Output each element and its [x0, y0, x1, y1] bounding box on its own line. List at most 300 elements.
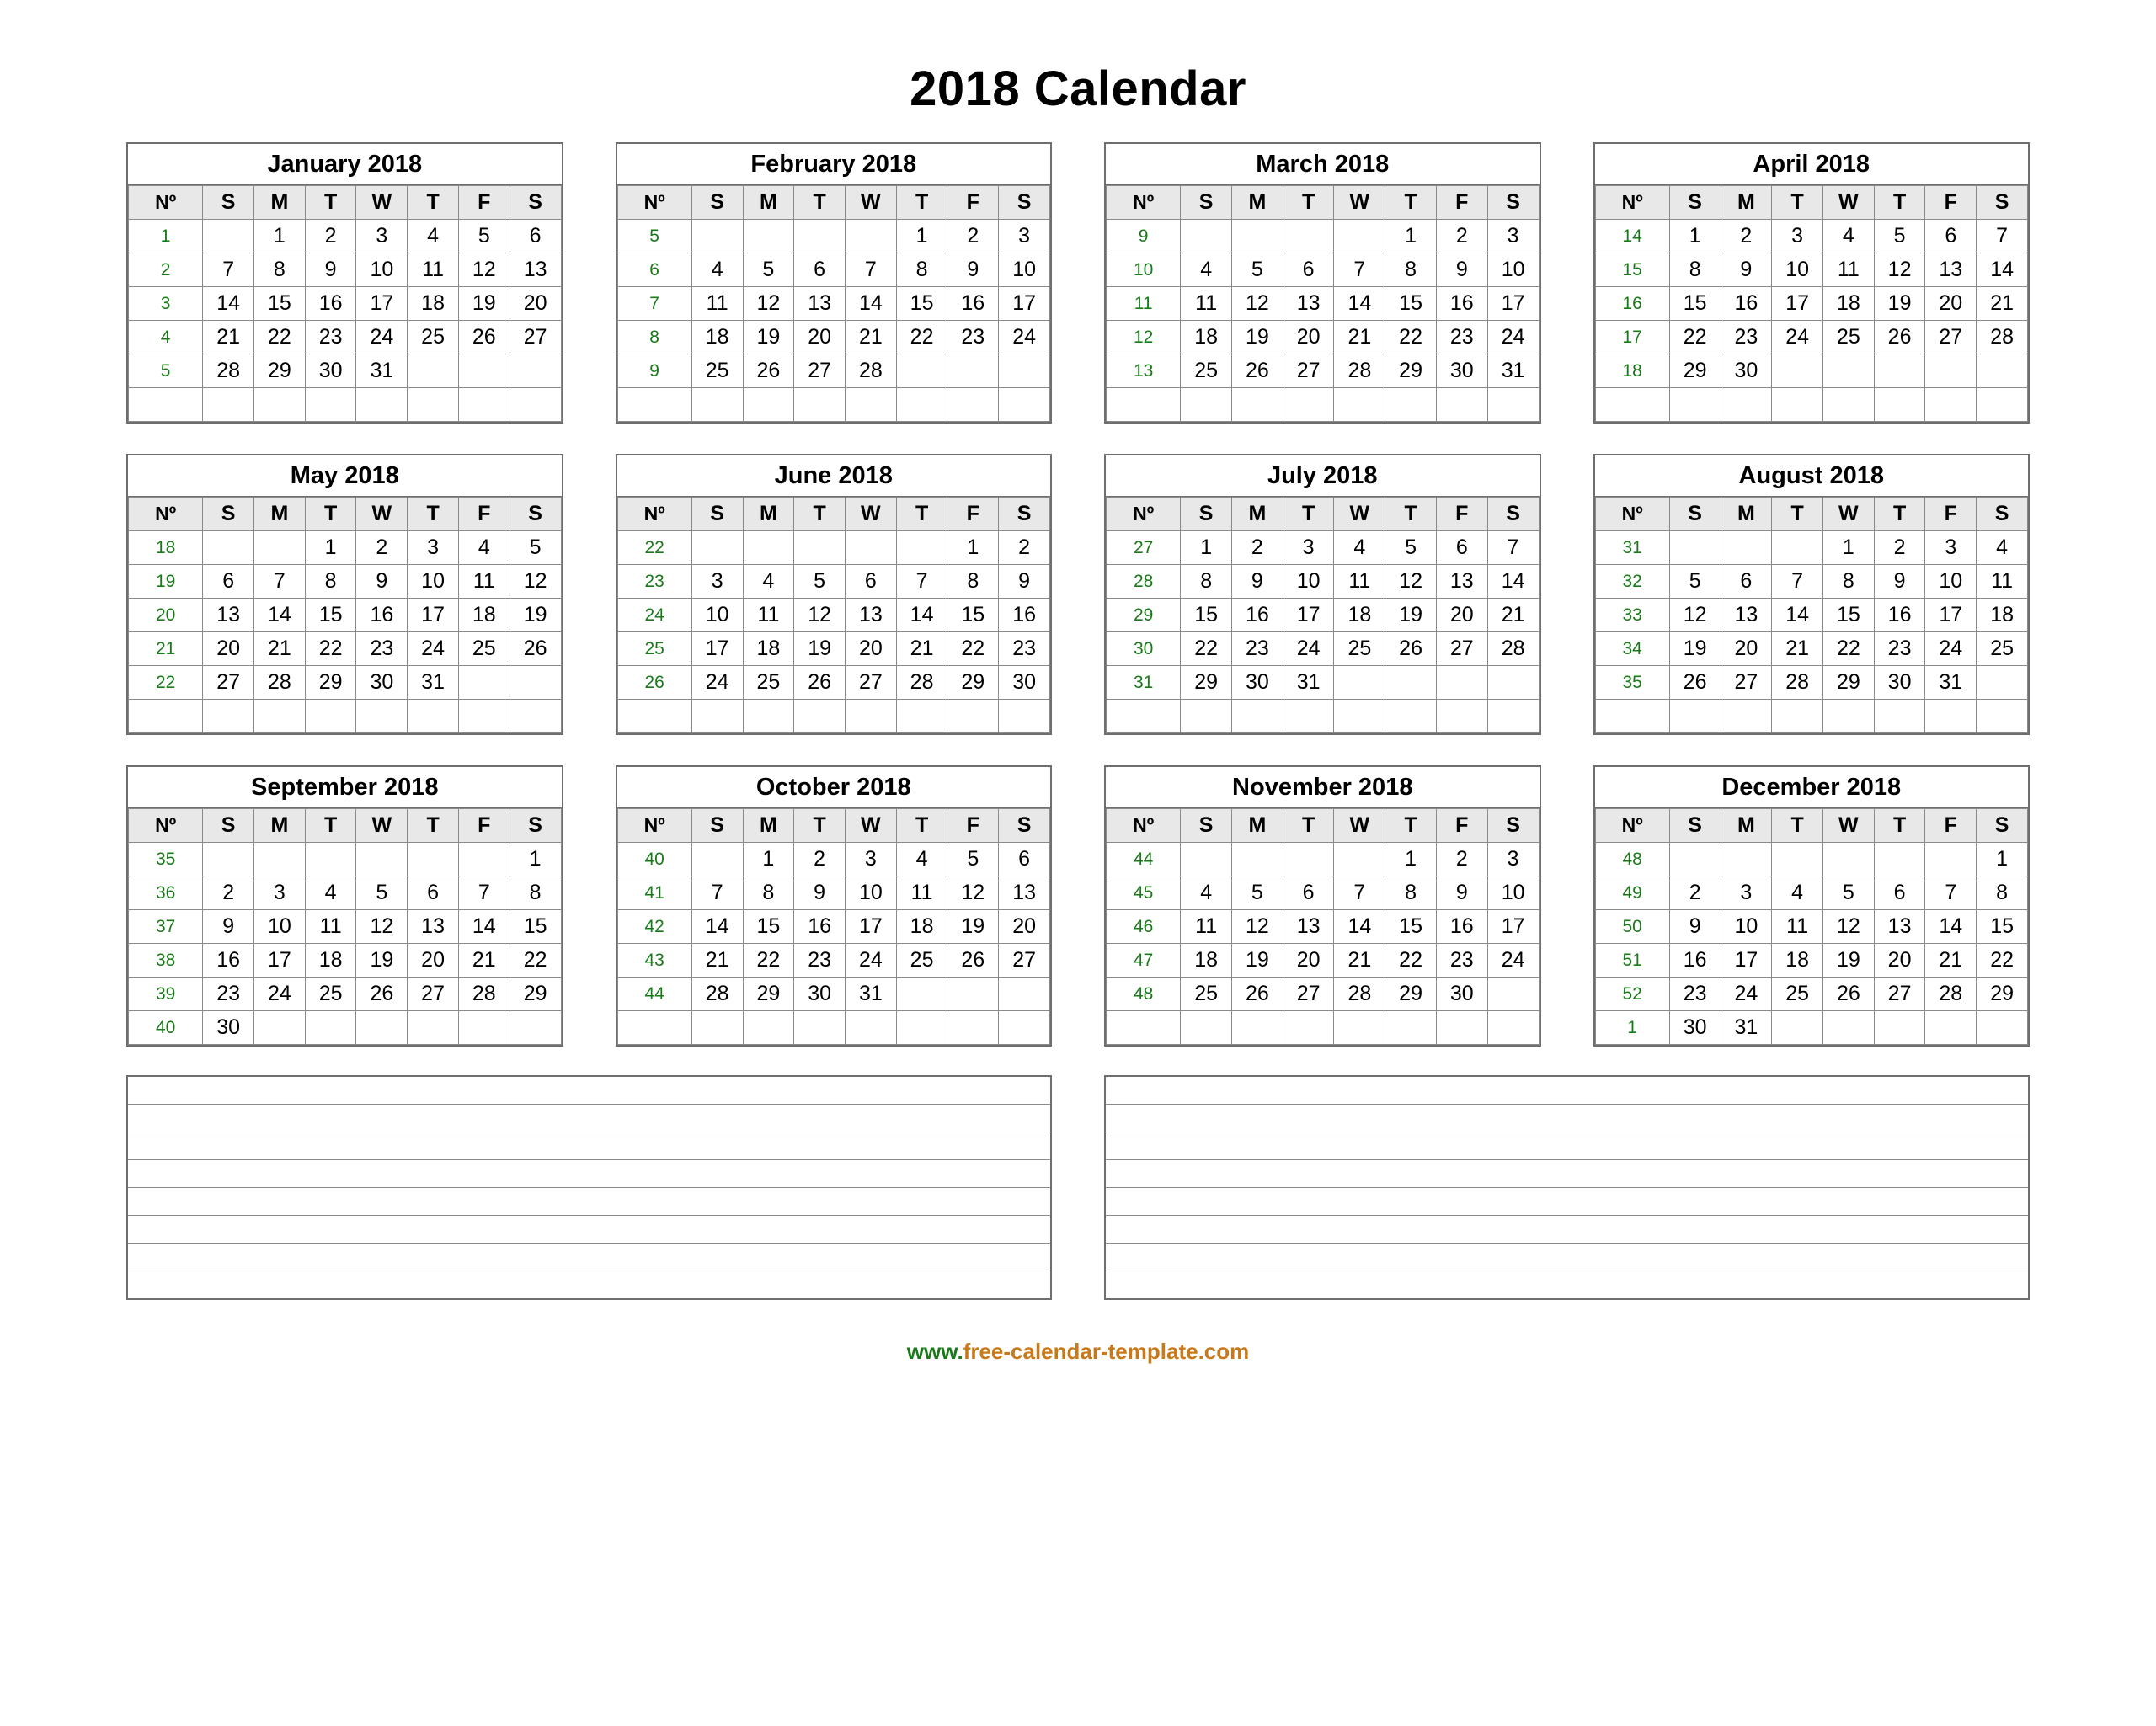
day-cell[interactable]: 12 — [356, 910, 408, 944]
day-cell[interactable]: 19 — [510, 599, 561, 632]
day-cell[interactable]: 22 — [947, 632, 999, 666]
day-cell[interactable]: 25 — [1181, 978, 1232, 1011]
day-cell[interactable]: 24 — [408, 632, 459, 666]
day-cell[interactable]: 2 — [356, 531, 408, 565]
day-cell[interactable]: 28 — [458, 978, 510, 1011]
day-cell[interactable] — [1977, 700, 2028, 733]
day-cell[interactable]: 20 — [1283, 944, 1334, 978]
day-cell[interactable] — [896, 531, 947, 565]
day-cell[interactable]: 16 — [947, 287, 999, 321]
day-cell[interactable] — [999, 354, 1050, 388]
day-cell[interactable]: 12 — [794, 599, 846, 632]
day-cell[interactable] — [794, 700, 846, 733]
day-cell[interactable]: 9 — [1669, 910, 1721, 944]
day-cell[interactable]: 1 — [510, 843, 561, 876]
day-cell[interactable]: 28 — [1772, 666, 1823, 700]
day-cell[interactable] — [356, 700, 408, 733]
day-cell[interactable]: 5 — [794, 565, 846, 599]
footer-credit[interactable] — [126, 1339, 2030, 1365]
day-cell[interactable]: 1 — [1181, 531, 1232, 565]
day-cell[interactable]: 20 — [1874, 944, 1925, 978]
day-cell[interactable] — [408, 843, 459, 876]
day-cell[interactable]: 26 — [947, 944, 999, 978]
day-cell[interactable] — [1181, 700, 1232, 733]
day-cell[interactable]: 12 — [1232, 910, 1283, 944]
day-cell[interactable]: 6 — [794, 253, 846, 287]
day-cell[interactable] — [1669, 388, 1721, 422]
day-cell[interactable] — [1283, 220, 1334, 253]
day-cell[interactable] — [254, 843, 306, 876]
day-cell[interactable]: 6 — [1925, 220, 1977, 253]
day-cell[interactable]: 28 — [896, 666, 947, 700]
day-cell[interactable] — [1925, 388, 1977, 422]
day-cell[interactable]: 26 — [356, 978, 408, 1011]
notes-line[interactable] — [128, 1132, 1050, 1160]
day-cell[interactable] — [203, 388, 254, 422]
day-cell[interactable] — [1772, 1011, 1823, 1045]
day-cell[interactable] — [458, 1011, 510, 1045]
day-cell[interactable]: 13 — [794, 287, 846, 321]
day-cell[interactable]: 31 — [1721, 1011, 1772, 1045]
day-cell[interactable]: 5 — [1669, 565, 1721, 599]
day-cell[interactable]: 21 — [1772, 632, 1823, 666]
day-cell[interactable]: 28 — [1334, 354, 1385, 388]
day-cell[interactable] — [1721, 531, 1772, 565]
day-cell[interactable] — [1721, 700, 1772, 733]
day-cell[interactable]: 23 — [947, 321, 999, 354]
day-cell[interactable] — [1181, 843, 1232, 876]
day-cell[interactable]: 27 — [1721, 666, 1772, 700]
day-cell[interactable]: 3 — [845, 843, 896, 876]
day-cell[interactable]: 1 — [1977, 843, 2028, 876]
day-cell[interactable]: 9 — [356, 565, 408, 599]
day-cell[interactable]: 26 — [1385, 632, 1437, 666]
day-cell[interactable]: 10 — [408, 565, 459, 599]
notes-line[interactable] — [1106, 1132, 2028, 1160]
day-cell[interactable] — [1822, 700, 1874, 733]
day-cell[interactable]: 30 — [999, 666, 1050, 700]
day-cell[interactable] — [254, 700, 306, 733]
day-cell[interactable] — [794, 388, 846, 422]
day-cell[interactable]: 22 — [1385, 321, 1437, 354]
day-cell[interactable]: 2 — [999, 531, 1050, 565]
day-cell[interactable]: 13 — [408, 910, 459, 944]
day-cell[interactable]: 5 — [1232, 876, 1283, 910]
day-cell[interactable]: 11 — [458, 565, 510, 599]
day-cell[interactable]: 6 — [408, 876, 459, 910]
day-cell[interactable]: 21 — [896, 632, 947, 666]
notes-line[interactable] — [128, 1105, 1050, 1132]
day-cell[interactable]: 30 — [1874, 666, 1925, 700]
day-cell[interactable]: 15 — [305, 599, 356, 632]
day-cell[interactable] — [254, 1011, 306, 1045]
day-cell[interactable]: 2 — [1436, 220, 1487, 253]
day-cell[interactable] — [1925, 700, 1977, 733]
day-cell[interactable] — [1874, 1011, 1925, 1045]
day-cell[interactable]: 13 — [510, 253, 561, 287]
day-cell[interactable]: 14 — [1334, 910, 1385, 944]
day-cell[interactable] — [1181, 220, 1232, 253]
day-cell[interactable]: 7 — [458, 876, 510, 910]
day-cell[interactable]: 26 — [510, 632, 561, 666]
day-cell[interactable]: 18 — [1977, 599, 2028, 632]
day-cell[interactable] — [1977, 354, 2028, 388]
day-cell[interactable]: 16 — [1436, 287, 1487, 321]
day-cell[interactable]: 5 — [1385, 531, 1437, 565]
day-cell[interactable]: 26 — [794, 666, 846, 700]
day-cell[interactable] — [1436, 700, 1487, 733]
day-cell[interactable]: 12 — [947, 876, 999, 910]
day-cell[interactable]: 4 — [1181, 876, 1232, 910]
day-cell[interactable]: 25 — [1334, 632, 1385, 666]
day-cell[interactable]: 18 — [1822, 287, 1874, 321]
day-cell[interactable] — [1721, 843, 1772, 876]
day-cell[interactable] — [1925, 1011, 1977, 1045]
day-cell[interactable]: 24 — [691, 666, 743, 700]
day-cell[interactable]: 4 — [408, 220, 459, 253]
day-cell[interactable] — [1669, 531, 1721, 565]
day-cell[interactable] — [1822, 1011, 1874, 1045]
day-cell[interactable] — [691, 843, 743, 876]
day-cell[interactable]: 20 — [1283, 321, 1334, 354]
day-cell[interactable]: 25 — [458, 632, 510, 666]
day-cell[interactable] — [845, 220, 896, 253]
day-cell[interactable] — [305, 388, 356, 422]
day-cell[interactable]: 21 — [1334, 321, 1385, 354]
day-cell[interactable]: 11 — [408, 253, 459, 287]
day-cell[interactable] — [691, 700, 743, 733]
notes-line[interactable] — [1106, 1188, 2028, 1216]
day-cell[interactable]: 11 — [1822, 253, 1874, 287]
day-cell[interactable] — [999, 700, 1050, 733]
day-cell[interactable]: 14 — [203, 287, 254, 321]
day-cell[interactable]: 24 — [1925, 632, 1977, 666]
day-cell[interactable]: 25 — [408, 321, 459, 354]
day-cell[interactable]: 11 — [691, 287, 743, 321]
day-cell[interactable]: 25 — [1181, 354, 1232, 388]
day-cell[interactable]: 7 — [203, 253, 254, 287]
day-cell[interactable] — [1874, 843, 1925, 876]
day-cell[interactable]: 14 — [254, 599, 306, 632]
day-cell[interactable]: 6 — [1283, 876, 1334, 910]
day-cell[interactable]: 12 — [1232, 287, 1283, 321]
day-cell[interactable] — [1772, 388, 1823, 422]
day-cell[interactable] — [1874, 700, 1925, 733]
day-cell[interactable]: 5 — [356, 876, 408, 910]
day-cell[interactable]: 12 — [1385, 565, 1437, 599]
day-cell[interactable]: 22 — [743, 944, 794, 978]
day-cell[interactable] — [947, 354, 999, 388]
day-cell[interactable]: 25 — [1977, 632, 2028, 666]
day-cell[interactable]: 10 — [1721, 910, 1772, 944]
day-cell[interactable]: 4 — [896, 843, 947, 876]
day-cell[interactable] — [1385, 388, 1437, 422]
day-cell[interactable]: 13 — [1283, 287, 1334, 321]
day-cell[interactable]: 3 — [1925, 531, 1977, 565]
notes-line[interactable] — [128, 1160, 1050, 1188]
day-cell[interactable] — [743, 1011, 794, 1045]
day-cell[interactable]: 19 — [1232, 944, 1283, 978]
day-cell[interactable]: 4 — [691, 253, 743, 287]
day-cell[interactable]: 20 — [845, 632, 896, 666]
day-cell[interactable]: 17 — [254, 944, 306, 978]
day-cell[interactable]: 10 — [1487, 253, 1539, 287]
day-cell[interactable] — [1232, 388, 1283, 422]
day-cell[interactable] — [947, 1011, 999, 1045]
day-cell[interactable]: 22 — [510, 944, 561, 978]
day-cell[interactable]: 17 — [1772, 287, 1823, 321]
day-cell[interactable]: 8 — [1977, 876, 2028, 910]
day-cell[interactable] — [458, 666, 510, 700]
day-cell[interactable]: 1 — [896, 220, 947, 253]
day-cell[interactable] — [1874, 354, 1925, 388]
day-cell[interactable]: 22 — [1822, 632, 1874, 666]
day-cell[interactable]: 31 — [356, 354, 408, 388]
day-cell[interactable]: 24 — [1487, 944, 1539, 978]
day-cell[interactable]: 29 — [254, 354, 306, 388]
day-cell[interactable]: 11 — [1181, 287, 1232, 321]
day-cell[interactable]: 26 — [1874, 321, 1925, 354]
day-cell[interactable] — [743, 388, 794, 422]
day-cell[interactable]: 18 — [1181, 321, 1232, 354]
day-cell[interactable]: 16 — [999, 599, 1050, 632]
day-cell[interactable]: 6 — [999, 843, 1050, 876]
day-cell[interactable]: 17 — [1721, 944, 1772, 978]
notes-line[interactable] — [1106, 1216, 2028, 1244]
day-cell[interactable]: 31 — [1283, 666, 1334, 700]
day-cell[interactable]: 3 — [691, 565, 743, 599]
day-cell[interactable] — [691, 388, 743, 422]
day-cell[interactable] — [691, 1011, 743, 1045]
day-cell[interactable] — [896, 354, 947, 388]
day-cell[interactable] — [408, 354, 459, 388]
day-cell[interactable]: 4 — [1977, 531, 2028, 565]
day-cell[interactable] — [1334, 666, 1385, 700]
day-cell[interactable]: 13 — [1874, 910, 1925, 944]
day-cell[interactable]: 2 — [794, 843, 846, 876]
day-cell[interactable]: 13 — [845, 599, 896, 632]
day-cell[interactable]: 19 — [1669, 632, 1721, 666]
day-cell[interactable]: 29 — [1822, 666, 1874, 700]
day-cell[interactable]: 28 — [1334, 978, 1385, 1011]
day-cell[interactable]: 6 — [1283, 253, 1334, 287]
notes-line[interactable] — [128, 1077, 1050, 1105]
day-cell[interactable] — [1487, 700, 1539, 733]
day-cell[interactable]: 8 — [896, 253, 947, 287]
day-cell[interactable]: 8 — [947, 565, 999, 599]
day-cell[interactable]: 16 — [1874, 599, 1925, 632]
day-cell[interactable] — [356, 388, 408, 422]
day-cell[interactable]: 7 — [254, 565, 306, 599]
day-cell[interactable]: 15 — [1822, 599, 1874, 632]
day-cell[interactable]: 16 — [1436, 910, 1487, 944]
day-cell[interactable] — [1487, 666, 1539, 700]
day-cell[interactable]: 20 — [1925, 287, 1977, 321]
day-cell[interactable]: 10 — [1283, 565, 1334, 599]
day-cell[interactable]: 22 — [896, 321, 947, 354]
day-cell[interactable]: 18 — [1334, 599, 1385, 632]
day-cell[interactable]: 14 — [458, 910, 510, 944]
day-cell[interactable]: 31 — [1487, 354, 1539, 388]
day-cell[interactable]: 3 — [1487, 843, 1539, 876]
day-cell[interactable]: 29 — [1181, 666, 1232, 700]
day-cell[interactable]: 10 — [254, 910, 306, 944]
notes-line[interactable] — [1106, 1160, 2028, 1188]
day-cell[interactable] — [408, 700, 459, 733]
day-cell[interactable] — [254, 531, 306, 565]
day-cell[interactable] — [356, 1011, 408, 1045]
day-cell[interactable]: 30 — [203, 1011, 254, 1045]
day-cell[interactable] — [1283, 700, 1334, 733]
day-cell[interactable] — [1772, 843, 1823, 876]
day-cell[interactable] — [1721, 388, 1772, 422]
day-cell[interactable]: 19 — [1822, 944, 1874, 978]
day-cell[interactable]: 22 — [1181, 632, 1232, 666]
day-cell[interactable] — [845, 1011, 896, 1045]
day-cell[interactable] — [1977, 1011, 2028, 1045]
day-cell[interactable]: 12 — [458, 253, 510, 287]
day-cell[interactable] — [510, 700, 561, 733]
day-cell[interactable] — [305, 843, 356, 876]
day-cell[interactable]: 21 — [691, 944, 743, 978]
day-cell[interactable] — [1977, 666, 2028, 700]
day-cell[interactable]: 19 — [743, 321, 794, 354]
day-cell[interactable]: 11 — [1977, 565, 2028, 599]
day-cell[interactable]: 18 — [305, 944, 356, 978]
day-cell[interactable]: 21 — [254, 632, 306, 666]
day-cell[interactable]: 1 — [254, 220, 306, 253]
day-cell[interactable]: 10 — [1925, 565, 1977, 599]
day-cell[interactable]: 9 — [1721, 253, 1772, 287]
day-cell[interactable]: 30 — [1436, 354, 1487, 388]
notes-line[interactable] — [128, 1188, 1050, 1216]
day-cell[interactable]: 27 — [1436, 632, 1487, 666]
day-cell[interactable]: 2 — [1232, 531, 1283, 565]
day-cell[interactable] — [1283, 388, 1334, 422]
day-cell[interactable] — [1334, 700, 1385, 733]
day-cell[interactable]: 11 — [1334, 565, 1385, 599]
day-cell[interactable]: 23 — [1669, 978, 1721, 1011]
day-cell[interactable] — [458, 354, 510, 388]
day-cell[interactable]: 16 — [305, 287, 356, 321]
day-cell[interactable]: 17 — [691, 632, 743, 666]
day-cell[interactable]: 4 — [458, 531, 510, 565]
day-cell[interactable]: 15 — [1181, 599, 1232, 632]
day-cell[interactable]: 28 — [845, 354, 896, 388]
day-cell[interactable]: 27 — [1283, 354, 1334, 388]
day-cell[interactable]: 13 — [999, 876, 1050, 910]
day-cell[interactable]: 29 — [510, 978, 561, 1011]
day-cell[interactable]: 4 — [1822, 220, 1874, 253]
day-cell[interactable]: 26 — [1822, 978, 1874, 1011]
day-cell[interactable]: 2 — [1874, 531, 1925, 565]
day-cell[interactable] — [1487, 978, 1539, 1011]
day-cell[interactable]: 14 — [896, 599, 947, 632]
day-cell[interactable]: 28 — [691, 978, 743, 1011]
day-cell[interactable]: 2 — [1669, 876, 1721, 910]
day-cell[interactable]: 2 — [947, 220, 999, 253]
day-cell[interactable]: 4 — [1181, 253, 1232, 287]
day-cell[interactable]: 10 — [356, 253, 408, 287]
day-cell[interactable]: 29 — [1385, 354, 1437, 388]
notes-line[interactable] — [128, 1271, 1050, 1298]
day-cell[interactable]: 20 — [203, 632, 254, 666]
day-cell[interactable]: 13 — [1283, 910, 1334, 944]
day-cell[interactable]: 7 — [691, 876, 743, 910]
day-cell[interactable]: 24 — [1487, 321, 1539, 354]
day-cell[interactable] — [1385, 700, 1437, 733]
day-cell[interactable]: 15 — [1385, 910, 1437, 944]
day-cell[interactable] — [203, 220, 254, 253]
day-cell[interactable] — [1822, 388, 1874, 422]
day-cell[interactable]: 10 — [845, 876, 896, 910]
day-cell[interactable]: 6 — [845, 565, 896, 599]
day-cell[interactable]: 25 — [1772, 978, 1823, 1011]
day-cell[interactable]: 7 — [1925, 876, 1977, 910]
day-cell[interactable]: 7 — [845, 253, 896, 287]
day-cell[interactable]: 21 — [1487, 599, 1539, 632]
day-cell[interactable]: 7 — [1334, 253, 1385, 287]
day-cell[interactable]: 14 — [1334, 287, 1385, 321]
day-cell[interactable]: 8 — [510, 876, 561, 910]
day-cell[interactable]: 18 — [408, 287, 459, 321]
day-cell[interactable]: 23 — [203, 978, 254, 1011]
day-cell[interactable] — [1232, 700, 1283, 733]
day-cell[interactable]: 8 — [1822, 565, 1874, 599]
day-cell[interactable]: 28 — [1487, 632, 1539, 666]
day-cell[interactable] — [947, 700, 999, 733]
day-cell[interactable] — [1385, 1011, 1437, 1045]
day-cell[interactable]: 25 — [896, 944, 947, 978]
day-cell[interactable]: 27 — [1874, 978, 1925, 1011]
day-cell[interactable] — [794, 220, 846, 253]
day-cell[interactable]: 17 — [999, 287, 1050, 321]
day-cell[interactable]: 25 — [691, 354, 743, 388]
day-cell[interactable]: 21 — [1334, 944, 1385, 978]
day-cell[interactable]: 19 — [794, 632, 846, 666]
day-cell[interactable]: 15 — [1669, 287, 1721, 321]
day-cell[interactable]: 20 — [794, 321, 846, 354]
day-cell[interactable]: 9 — [1874, 565, 1925, 599]
day-cell[interactable]: 27 — [794, 354, 846, 388]
day-cell[interactable]: 16 — [1669, 944, 1721, 978]
day-cell[interactable]: 15 — [947, 599, 999, 632]
day-cell[interactable] — [743, 531, 794, 565]
day-cell[interactable]: 8 — [1669, 253, 1721, 287]
day-cell[interactable]: 21 — [458, 944, 510, 978]
day-cell[interactable]: 5 — [510, 531, 561, 565]
day-cell[interactable]: 1 — [1385, 220, 1437, 253]
day-cell[interactable]: 1 — [947, 531, 999, 565]
day-cell[interactable]: 15 — [1385, 287, 1437, 321]
day-cell[interactable]: 12 — [1822, 910, 1874, 944]
day-cell[interactable] — [845, 700, 896, 733]
day-cell[interactable] — [896, 700, 947, 733]
day-cell[interactable]: 15 — [1977, 910, 2028, 944]
day-cell[interactable] — [1822, 843, 1874, 876]
day-cell[interactable]: 26 — [743, 354, 794, 388]
day-cell[interactable]: 18 — [1772, 944, 1823, 978]
day-cell[interactable]: 5 — [1874, 220, 1925, 253]
day-cell[interactable]: 24 — [1721, 978, 1772, 1011]
day-cell[interactable] — [458, 700, 510, 733]
day-cell[interactable]: 8 — [1181, 565, 1232, 599]
day-cell[interactable]: 11 — [1772, 910, 1823, 944]
day-cell[interactable] — [203, 700, 254, 733]
day-cell[interactable]: 20 — [1721, 632, 1772, 666]
day-cell[interactable]: 29 — [1669, 354, 1721, 388]
day-cell[interactable]: 19 — [1385, 599, 1437, 632]
